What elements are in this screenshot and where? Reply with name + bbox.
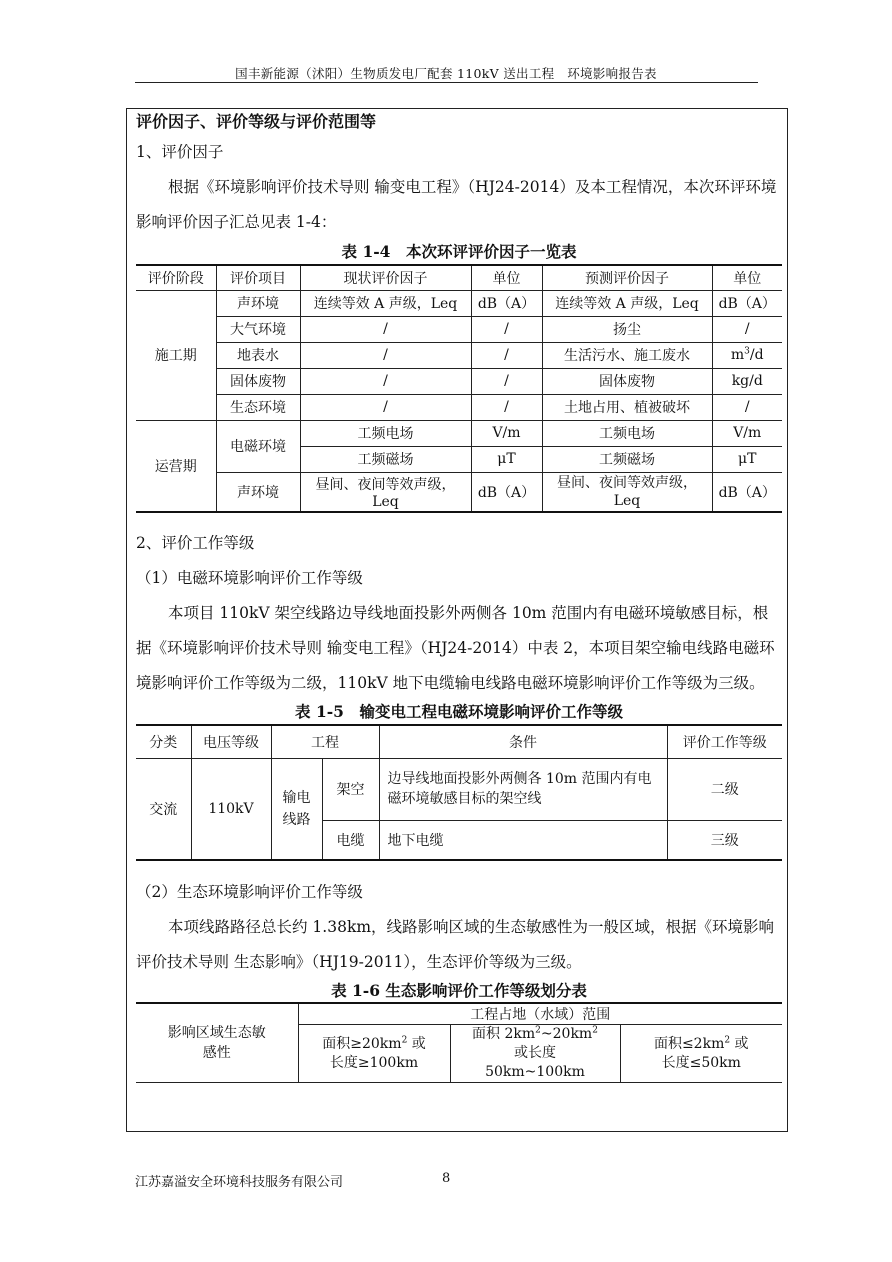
s1-paragraph: 根据《环境影响评价技术导则 输变电工程》（HJ24-2014）及本工程情况，本次环评环境影响评价因子汇总见表 1-4： (136, 178, 777, 231)
stage-construction: 施工期 (136, 290, 216, 420)
table-cell: 土地占用、植被破坏 (542, 394, 712, 420)
table-header: 面积$\le 2km^2$ 或长度≤50km (620, 1025, 782, 1083)
table-header: 预测评价因子 (542, 265, 712, 290)
table-cell: / (300, 368, 471, 394)
table-header: 单位 (712, 265, 782, 290)
table-header: 工程 (271, 725, 379, 758)
unit-cell-m3d (712, 342, 782, 368)
class-cell: 交流 (136, 758, 191, 860)
table-cell: 二级 (667, 758, 782, 820)
table-cell: dB（A） (471, 290, 542, 316)
table-cell: / (712, 394, 782, 420)
table-header: 影响区域生态敏感性 (136, 1003, 298, 1083)
table-cell: 架空 (322, 758, 379, 820)
table-cell: 扬尘 (542, 316, 712, 342)
table-cell: / (300, 316, 471, 342)
table-cell: dB（A） (471, 472, 542, 512)
table-cell: / (471, 342, 542, 368)
table-1-4-caption: 表 1-4 本次环评评价因子一览表 (341, 242, 577, 261)
content-frame (126, 108, 788, 1132)
table-header: 电压等级 (191, 725, 271, 758)
table-cell: / (300, 394, 471, 420)
table-header: 工程占地（水域）范围 (298, 1003, 782, 1025)
unit-cell-m3d-text: $m^3/d$ (730, 346, 764, 363)
table-cell: V/m (712, 420, 782, 446)
table-cell: 工频磁场 (300, 446, 471, 472)
table-header: 分类 (136, 725, 191, 758)
table-header: 评价项目 (216, 265, 300, 290)
condition-cell: 地下电缆 (379, 820, 667, 860)
table-1-6 (136, 1002, 782, 1083)
voltage-cell: 110kV (191, 758, 271, 860)
table-cell: dB（A） (712, 290, 782, 316)
s1-heading: 1、评价因子 (136, 143, 224, 161)
table-cell: 电缆 (322, 820, 379, 860)
table-cell: 昼间、夜间等效声级，Leq (542, 472, 712, 512)
s2-sub1: （1）电磁环境影响评价工作等级 (136, 569, 363, 587)
table-cell: 地表水 (216, 342, 300, 368)
table-cell: / (471, 394, 542, 420)
section-title: 评价因子、评价等级与评价范围等 (136, 112, 377, 131)
table-cell: 固体废物 (216, 368, 300, 394)
s2-paragraph-1: 本项目 110kV 架空线路边导线地面投影外两侧各 10m 范围内有电磁环境敏感目标，根据《环境影响评价技术导则 输变电工程》（HJ24-2014）中表 2，本项目架空输电线路电磁环境影响评价工作等级为二级，110kV 地下电缆输电线路电磁环境影响评价工作等级为三级。 (136, 604, 775, 692)
table-cell: 昼间、夜间等效声级，Leq (300, 472, 471, 512)
table-cell: 工频磁场 (542, 446, 712, 472)
table-cell: kg/d (712, 368, 782, 394)
page-header: 国丰新能源（沭阳）生物质发电厂配套 110kV 送出工程 环境影响报告表 (235, 66, 657, 81)
table-cell: / (300, 342, 471, 368)
table-header: 面积 $2km^2\sim 20km^2$ 或长度 50km~100km (450, 1025, 620, 1083)
table-header: 评价阶段 (136, 265, 216, 290)
table-cell: 固体废物 (542, 368, 712, 394)
table-1-5 (136, 724, 782, 861)
table-header: 评价工作等级 (667, 725, 782, 758)
table-cell: 连续等效 A 声级，Leq (542, 290, 712, 316)
table-1-6-caption: 表 1-6 生态影响评价工作等级划分表 (331, 981, 587, 1000)
s2-heading: 2、评价工作等级 (136, 534, 255, 552)
table-cell: 工频电场 (300, 420, 471, 446)
table-cell: 声环境 (216, 290, 300, 316)
table-cell: / (471, 316, 542, 342)
table-header: 单位 (471, 265, 542, 290)
table-header: 现状评价因子 (300, 265, 471, 290)
s2-sub2: （2）生态环境影响评价工作等级 (136, 883, 363, 901)
table-cell: 生活污水、施工废水 (542, 342, 712, 368)
s2-paragraph-2: 本项线路路径总长约 1.38km，线路影响区域的生态敏感性为一般区域，根据《环境影响评价技术导则 生态影响》（HJ19-2011），生态评价等级为三级。 (136, 918, 775, 971)
table-cell: / (471, 368, 542, 394)
table-cell: 工频电场 (542, 420, 712, 446)
table-cell: / (712, 316, 782, 342)
page-number: 8 (442, 1171, 451, 1186)
table-cell: 电磁环境 (216, 420, 300, 472)
stage-operation: 运营期 (136, 420, 216, 512)
table-1-4 (136, 264, 782, 513)
table-cell: 大气环境 (216, 316, 300, 342)
table-header: 面积$\ge 20km^2$ 或长度≥100km (298, 1025, 450, 1083)
table-cell: μT (712, 446, 782, 472)
table-cell: dB（A） (712, 472, 782, 512)
condition-cell: 边导线地面投影外两侧各 10m 范围内有电磁环境敏感目标的架空线 (379, 758, 667, 820)
table-cell: 三级 (667, 820, 782, 860)
table-header: 条件 (379, 725, 667, 758)
table-cell: 生态环境 (216, 394, 300, 420)
project-cell: 输电线路 (271, 758, 322, 860)
table-cell: μT (471, 446, 542, 472)
table-cell: 连续等效 A 声级，Leq (300, 290, 471, 316)
footer-company: 江苏嘉溢安全环境科技服务有限公司 (135, 1175, 344, 1190)
table-1-5-caption: 表 1-5 输变电工程电磁环境影响评价工作等级 (295, 702, 623, 721)
header-rule (135, 82, 758, 83)
table-cell: V/m (471, 420, 542, 446)
table-cell: 声环境 (216, 472, 300, 512)
